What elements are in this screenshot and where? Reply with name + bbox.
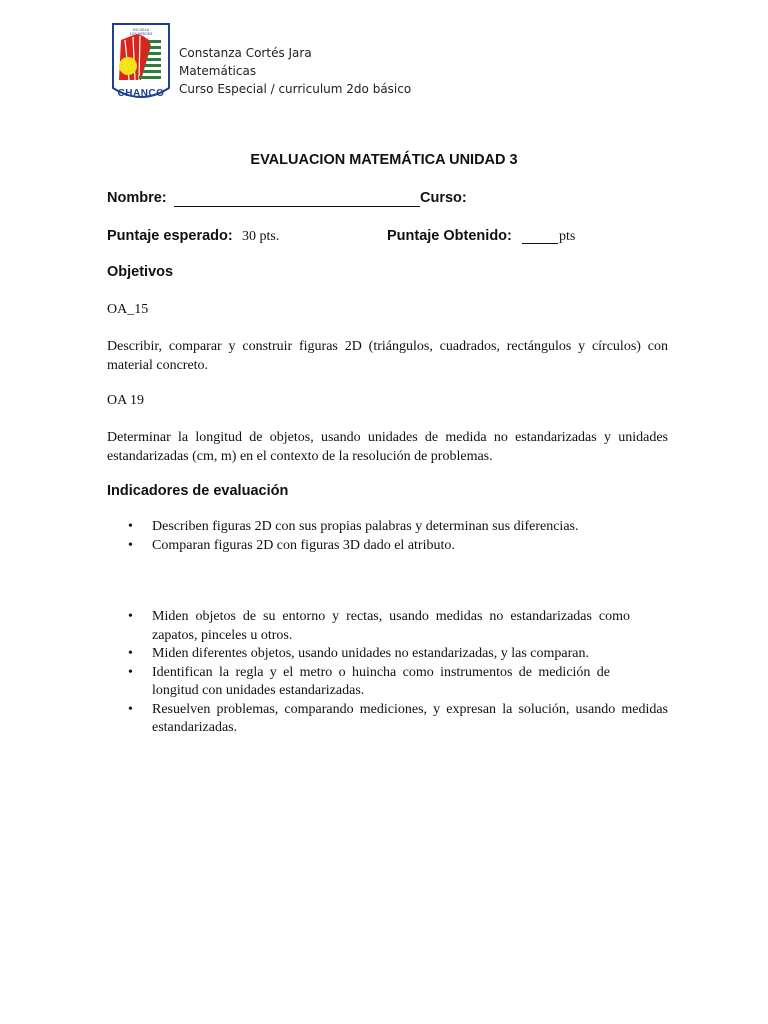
puntaje-esperado-label: Puntaje esperado: xyxy=(107,228,233,244)
page-title: EVALUACION MATEMÁTICA UNIDAD 3 xyxy=(250,152,518,168)
indicadores-heading: Indicadores de evaluación xyxy=(107,483,289,499)
school-logo xyxy=(111,22,171,106)
indicator-item: • Resuelven problemas, comparando mediciones, y expresan la solución, usando medidas estandarizadas. xyxy=(107,701,668,738)
indicator-item: • Identifican la regla y el metro o huincha como instrumentos de medición de longitud con unidades estandarizadas. xyxy=(107,664,668,701)
nombre-label: Nombre: xyxy=(107,190,167,206)
logo-label: CHANCO xyxy=(117,88,165,99)
svg-text:LOS HEROES: LOS HEROES xyxy=(129,32,153,36)
header-subject: Matemáticas xyxy=(179,64,257,78)
indicator-item: • Miden objetos de su entorno y rectas, usando medidas no estandarizadas como zapatos, pinceles u otros. xyxy=(107,608,668,645)
puntaje-obtenido-unit: pts xyxy=(559,229,576,244)
indicator-item: • Comparan figuras 2D con figuras 3D dado el atributo. xyxy=(107,537,668,556)
curso-label: Curso: xyxy=(420,190,467,206)
header-author: Constanza Cortés Jara xyxy=(179,46,312,60)
nombre-answer-line[interactable] xyxy=(174,206,420,207)
svg-text:ESCUELA: ESCUELA xyxy=(132,28,150,32)
oa19-text: Determinar la longitud de objetos, usando unidades de medida no estandarizadas y unidades estandarizadas (cm, m) en el contexto de la resolución de problemas. xyxy=(107,430,668,464)
indicator-item: • Describen figuras 2D con sus propias palabras y determinan sus diferencias. xyxy=(107,518,668,537)
oa15-text: Describir, comparar y construir figuras 2D (triángulos, cuadrados, rectángulos y círculos) con material concreto. xyxy=(107,339,668,373)
puntaje-obtenido-label: Puntaje Obtenido: xyxy=(387,228,512,244)
indicadores-list-1 xyxy=(107,518,668,555)
puntaje-obtenido-answer-line[interactable] xyxy=(522,243,558,244)
indicator-item: • Miden diferentes objetos, usando unidades no estandarizadas, y las comparan. xyxy=(107,645,668,664)
puntaje-esperado-value: 30 pts. xyxy=(242,229,280,244)
indicadores-list-2 xyxy=(107,608,668,738)
oa15-code: OA_15 xyxy=(107,302,149,317)
oa19-code: OA 19 xyxy=(107,393,144,408)
objetivos-heading: Objetivos xyxy=(107,264,174,280)
header-course: Curso Especial / curriculum 2do básico xyxy=(179,82,412,96)
